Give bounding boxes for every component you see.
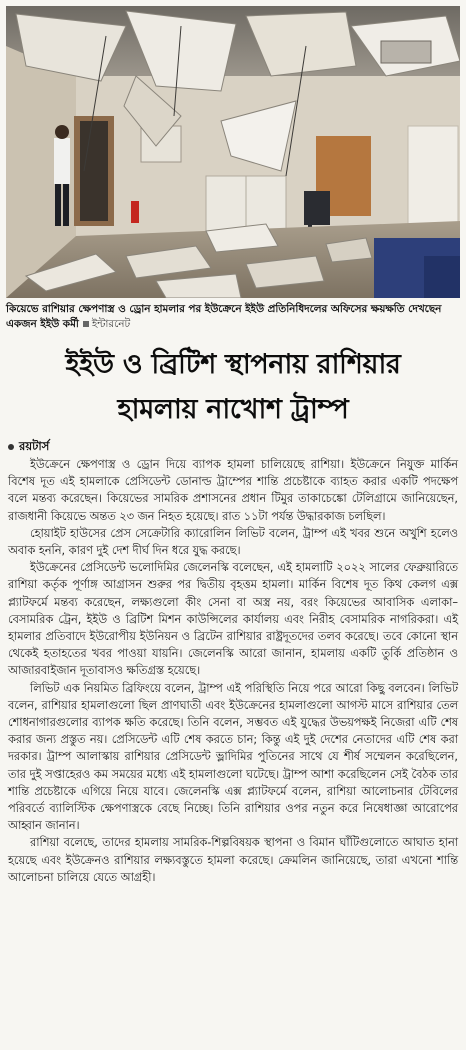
paragraph: হোয়াইট হাউসের প্রেস সেক্রেটারি ক্যারোলিন লিভিট বলেন, ট্রাম্প এই খবর শুনে অখুশি হলেও অবাক হননি, কারণ দুই দেশ দীর্ঘ দিন ধরে যুদ্ধ করছে। — [8, 526, 458, 558]
news-photo — [6, 6, 460, 298]
paragraph: ইউক্রেনের প্রেসিডেন্ট ভলোদিমির জেলেনস্কি বলেছেন, এই হামলাটি ২০২২ সালের ফেব্রুয়ারিতে রাশিয়া কর্তৃক পূর্ণাঙ্গ আগ্রাসন শুরুর পর দ্বিতীয় বৃহত্তম হামলা। মার্কিন বিশেষ দূত কিথ কেলগ এক্স প্ল্যাটফর্মে মন্তব্য করেছেন, লক্ষ্যগুলো কীং সেনা বা অস্ত্র নয়, বরং কিয়েভের আবাসিক এলাকা– বেসামরিক ট্রেন, ইইউ ও ব্রিটিশ মিশন কাউন্সিলের কার্যালয় এবং নিরীহ বেসামরিক নাগরিকরা। এই হামলার প্রতিবাদে ইউরোপীয় ইউনিয়ন ও ব্রিটেন রাশিয়ার রাষ্ট্রদূতদের তলব করেছে। তবে কোনো স্থান থেকেই হতাহতের খবর পাওয়া যায়নি। জেলেনস্কি আরো জানান, হামলায় একটি তুর্কি প্রতিষ্ঠান ও আজারবাইজান দূতাবাসও ক্ষতিগ্রস্ত হয়েছে। — [8, 561, 458, 678]
caption-text: কিয়েভে রাশিয়ার ক্ষেপণাস্ত্র ও ড্রোন হামলার পর ইউক্রেনে ইইউ প্রতিনিধিদলের অফিসের ক্ষয়ক্ষতি দেখছেন একজন ইইউ কর্মী — [6, 303, 442, 330]
byline — [8, 438, 49, 457]
byline-source: রয়টার্স — [19, 439, 50, 453]
paragraph: লিভিট এক নিয়মিত ব্রিফিংয়ে বলেন, ট্রাম্প এই পরিস্থিতি নিয়ে পরে আরো কিছু বলবেন। লিভিট বলেন, রাশিয়ার হামলাগুলো ছিল প্রাণঘাতী এবং ইউক্রেনের হামলাগুলো আগস্ট মাসে রাশিয়ার তেল শোধনাগারগুলোর ব্যাপক ক্ষতি করেছে। তিনি বলেন, সম্ভবত এই যুদ্ধের উভয়পক্ষই নিজেরা এটি শেষ করার জন্য প্রস্তুত নয়। প্রেসিডেন্ট এটি শেষ করতে চান; কিন্তু এই দুই দেশের নেতাদের এটি শেষ করা দরকার। ট্রাম্প আলাস্কায় রাশিয়ার প্রেসিডেন্ট ভ্লাদিমির পুতিনের সাথে যে শীর্ষ সম্মেলন করেছিলেন, তার দুই সপ্তাহেরও কম সময়ের মধ্যে এই হামলাগুলো ঘটেছে। ট্রাম্প আশা করেছিলেন সেই বৈঠক তার শান্তি প্রচেষ্টাকে এগিয়ে নিয়ে যাবে। জেলেনস্কি এক্স প্ল্যাটফর্মে বলেন, রাশিয়া আলোচনার টেবিলের পরিবর্তে ব্যালিস্টিক ক্ষেপণাস্ত্রকে বেছে নিচ্ছে। তিনি রাশিয়ার ওপর নতুন করে নিষেধাজ্ঞা আরোপের আহ্বান জানান। — [8, 681, 458, 833]
article-body — [8, 456, 458, 886]
headline — [0, 342, 466, 432]
paragraph: ইউক্রেনে ক্ষেপণাস্ত্র ও ড্রোন দিয়ে ব্যাপক হামলা চালিয়েছে রাশিয়া। ইউক্রেনে নিযুক্ত মার্কিন বিশেষ দূত এই হামলাকে প্রেসিডেন্ট ডোনাল্ড ট্রাম্পের শান্তি প্রচেষ্টাকে ব্যাহত করার একটি পদক্ষেপ বলে মন্তব্য করেছেন। কিয়েভের সামরিক প্রশাসনের প্রধান টিমুর তাকাচেঙ্কো টেলিগ্রামে জানিয়েছেন, রাজধানী কিয়েভে অন্তত ২৩ জন নিহত হয়েছে। রাত ১১টা পর্যন্ত উদ্ধারকাজ চলছিল। — [8, 458, 458, 523]
photo-caption — [6, 302, 458, 332]
paragraph: রাশিয়া বলেছে, তাদের হামলায় সামরিক-শিল্পবিষয়ক স্থাপনা ও বিমান ঘাঁটিগুলোতে আঘাত হানা হয়েছে এবং ইউক্রেনও রাশিয়ার লক্ষ্যবস্তুতে হামলা করেছে। ক্রেমলিন জানিয়েছে, তারা এখনো শান্তি আলোচনা চালিয়ে যেতে আগ্রহী। — [8, 836, 458, 884]
headline-line-2: হামলায় নাখোশ ট্রাম্প — [117, 394, 349, 425]
square-bullet-icon — [83, 321, 89, 327]
office-damage-photo — [6, 6, 460, 298]
caption-source: ইন্টারনেট — [91, 318, 131, 330]
bullet-icon — [8, 444, 14, 450]
headline-line-1: ইইউ ও ব্রিটিশ স্থাপনায় রাশিয়ার — [65, 349, 401, 380]
